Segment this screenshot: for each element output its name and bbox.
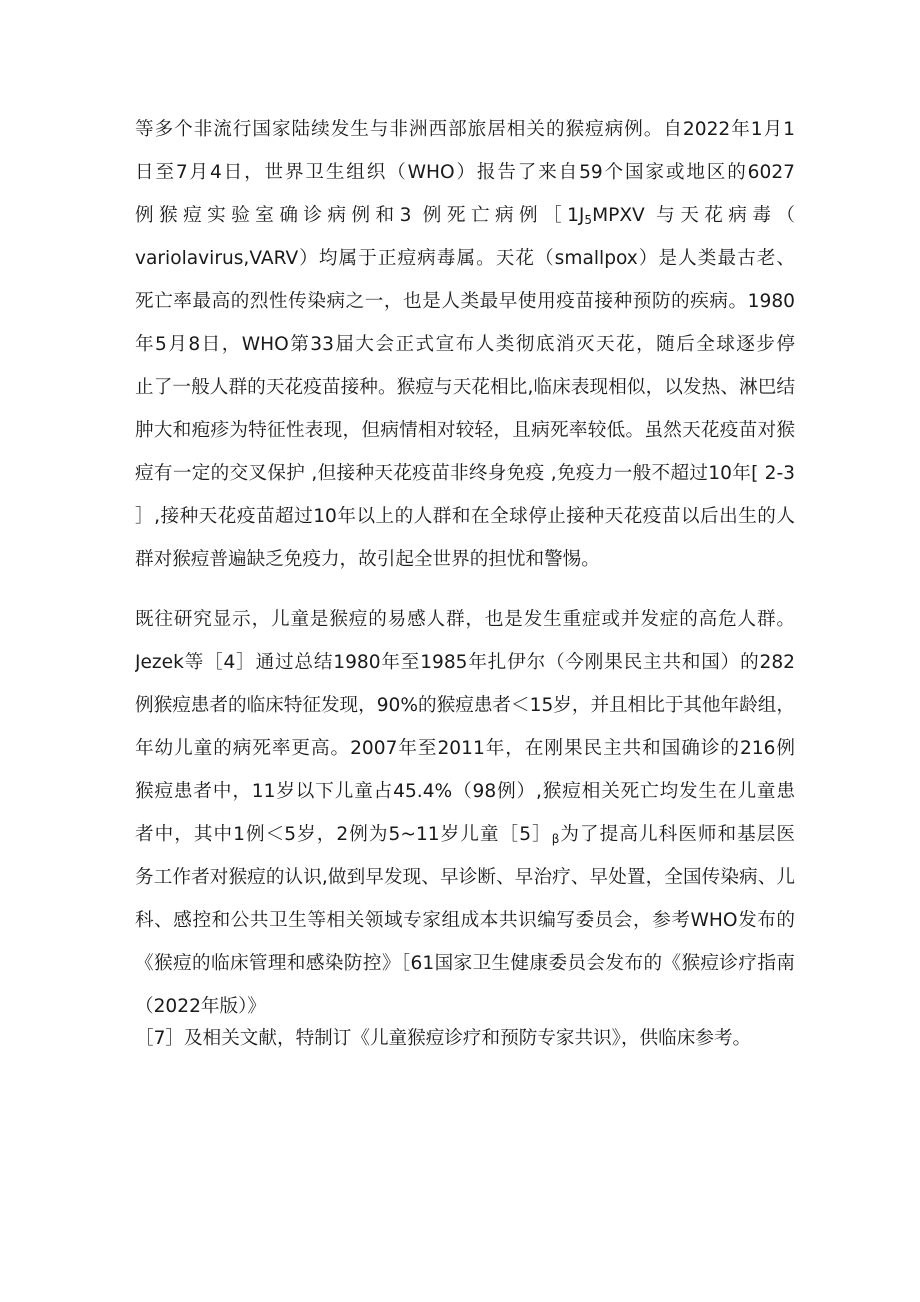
- subscript: β: [551, 832, 560, 846]
- text-line: Jezek等［4］通过总结1980年至1985年扎伊尔（今刚果民主共和国）的282: [135, 652, 795, 673]
- text-line: 群对猴痘普遍缺乏免疫力，故引起全世界的担忧和警惕。: [135, 549, 600, 570]
- text-line: 痘有一定的交叉保护 ,但接种天花疫苗非终身免疫 ,免疫力一般不超过10年[ 2-3: [135, 463, 795, 484]
- text-line: 止了一般人群的天花疫苗接种。猴痘与天花相比,临床表现相似，以发热、淋巴结: [135, 377, 795, 398]
- text-line: 年5月8日，WHO第33届大会正式宣布人类彻底消灭天花，随后全球逐步停: [135, 334, 795, 355]
- text-line: 肿大和疱疹为特征性表现，但病情相对较轻，且病死率较低。虽然天花疫苗对猴: [135, 420, 795, 441]
- text-line: 等多个非流行国家陆续发生与非洲西部旅居相关的猴痘病例。自2022年1月1: [135, 119, 795, 140]
- text-line: ［7］及相关文献，特制订《儿童猴痘诊疗和预防专家共识》，供临床参考。: [135, 1028, 752, 1049]
- text-segment: 为了提高儿科医师和基层医: [559, 824, 795, 845]
- text-line: 猴痘患者中，11岁以下儿童占45.4%（98例）,猴痘相关死亡均发生在儿童患: [135, 781, 795, 802]
- text-line: 《猴痘的临床管理和感染防控》［61国家卫生健康委员会发布的《猴痘诊疗指南: [135, 953, 795, 974]
- text-line: variolavirus,VARV）均属于正痘病毒属。天花（smallpox）是人类最古老、: [135, 248, 795, 269]
- text-line: 年幼儿童的病死率更高。2007年至2011年，在刚果民主共和国确诊的216例: [135, 738, 795, 759]
- text-line: 死亡率最高的烈性传染病之一，也是人类最早使用疫苗接种预防的疾病。1980: [135, 291, 795, 312]
- text-line: [135, 196, 795, 236]
- text-line: 务工作者对猴痘的认识,做到早发现、早诊断、早治疗、早处置，全国传染病、儿: [135, 867, 795, 888]
- text-line: 日至7月4日，世界卫生组织（WHO）报告了来自59个国家或地区的6027: [135, 162, 795, 183]
- text-line: 科、感控和公共卫生等相关领域专家组成本共识编写委员会，参考WHO发布的: [135, 910, 795, 931]
- text-line: [135, 815, 795, 855]
- text-line: （2022年版）》: [135, 996, 266, 1017]
- text-line: 例猴痘患者的临床特征发现，90%的猴痘患者＜15岁，并且相比于其他年龄组，: [135, 695, 795, 716]
- text-segment: MPXV 与天花病毒（: [592, 205, 795, 226]
- text-segment: 例猴痘实验室确诊病例和3 例死亡病例［1J: [135, 205, 585, 226]
- subscript: 5: [584, 213, 593, 227]
- text-segment: 者中，其中1例＜5岁，2例为5~11岁儿童［5］: [135, 824, 552, 845]
- text-line: ］,接种天花疫苗超过10年以上的人群和在全球停止接种天花疫苗以后出生的人: [135, 506, 795, 527]
- text-line: 既往研究显示，儿童是猴痘的易感人群，也是发生重症或并发症的高危人群。: [135, 609, 795, 630]
